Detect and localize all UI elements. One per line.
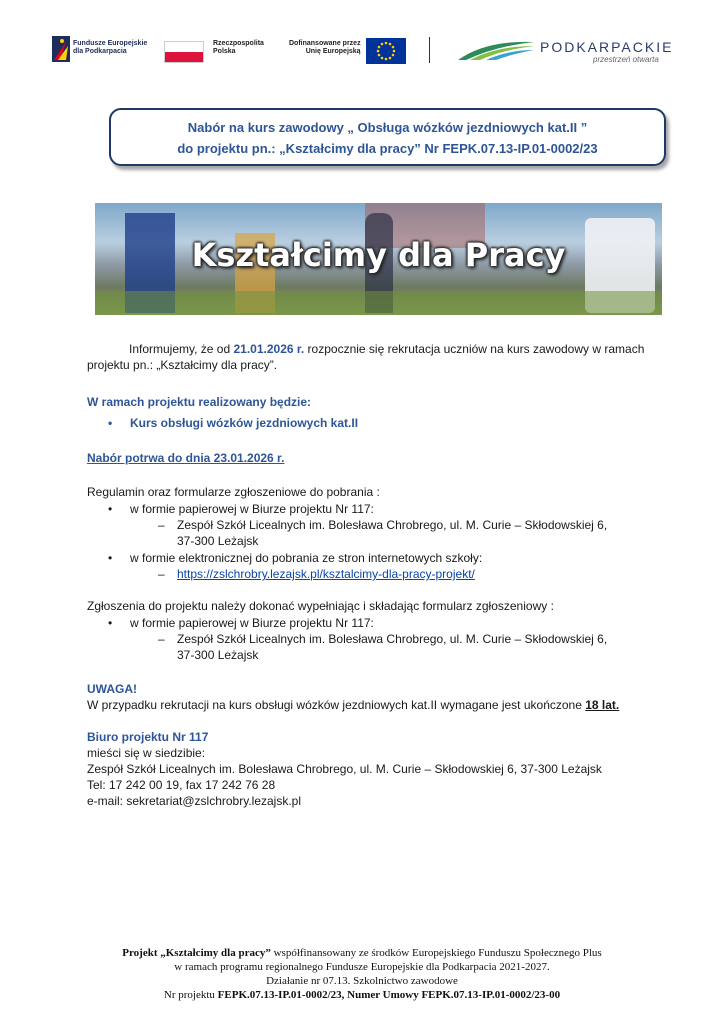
rp-logo-text: [213, 40, 264, 56]
footer-line2: w ramach programu regionalnego Fundusze Europejskie dla Podkarpacia 2021-2027.: [174, 961, 550, 973]
fe-logo-text: [73, 40, 147, 56]
rp-logo-line1: Rzeczpospolita: [213, 40, 264, 47]
office-line1: mieści się w siedzibie:: [87, 746, 206, 760]
fe-logo-line1: Fundusze Europejskie: [73, 40, 148, 47]
eu-logo-line2: Unię Europejską: [305, 48, 361, 55]
eu-logo-line1: Dofinansowane przez: [289, 40, 361, 47]
submission-addr1: – Zespół Szkół Licealnych im. Bolesława Chrobrego, ul. M. Curie – Skłodowskiej 6,: [177, 631, 607, 647]
intro-line2: projektu pn.: „Kształcimy dla pracy”.: [87, 358, 278, 372]
downloads-paper: • w formie papierowej w Biurze projektu Nr 117:: [130, 501, 374, 517]
warning-age: 18 lat.: [585, 698, 620, 712]
office-address: Zespół Szkół Licealnych im. Bolesława Chrobrego, ul. M. Curie – Skłodowskiej 6, 37-300 Leżajsk: [87, 762, 602, 776]
office-email: e-mail: sekretariat@zslchrobry.lezajsk.pl: [87, 794, 302, 808]
podkarpackie-swoosh-icon: [456, 36, 536, 62]
intro-pre: Informujemy, że od: [129, 342, 234, 356]
downloads-paper-addr1: – Zespół Szkół Licealnych im. Bolesława Chrobrego, ul. M. Curie – Skłodowskiej 6,: [177, 517, 607, 533]
fe-logo-line2: dla Podkarpacia: [73, 48, 127, 55]
logo-divider: [429, 37, 430, 63]
podkarpackie-logo-name: PODKARPACKIE: [540, 39, 674, 55]
footer-project-name: Projekt „Kształcimy dla pracy”: [122, 947, 271, 959]
submission-addr2: 37-300 Leżajsk: [177, 648, 259, 662]
deadline-text: Nabór potrwa do dnia 23.01.2026 r.: [87, 451, 285, 465]
warning-body: W przypadku rekrutacji na kurs obsługi wózków jezdniowych kat.II wymagane jest ukończone: [87, 698, 586, 712]
submission-intro: Zgłoszenia do projektu należy dokonać wypełniając i składając formularz zgłoszeniowy :: [87, 599, 554, 613]
office-heading: Biuro projektu Nr 117: [87, 730, 209, 744]
title-line1: Nabór na kurs zawodowy „ Obsługa wózków jezdniowych kat.II ”: [187, 120, 588, 135]
school-website-link[interactable]: https://zslchrobry.lezajsk.pl/ksztalcimy-dla-pracy-projekt/: [177, 567, 475, 581]
submission-paper: • w formie papierowej w Biurze projektu Nr 117:: [130, 615, 374, 631]
banner-image: [95, 203, 662, 315]
title-line2: do projektu pn.: „Kształcimy dla pracy” Nr FEPK.07.13-IP.01-0002/23: [177, 141, 598, 156]
rp-logo-line2: Polska: [213, 48, 236, 55]
downloads-intro: Regulamin oraz formularze zgłoszeniowe do pobrania :: [87, 485, 380, 499]
office-phone: Tel: 17 242 00 19, fax 17 242 76 28: [87, 778, 276, 792]
intro-date: 21.01.2026 r.: [233, 342, 305, 356]
intro-paragraph: [87, 341, 647, 373]
project-heading: W ramach projektu realizowany będzie:: [87, 395, 312, 409]
title-box: [109, 108, 666, 166]
podkarpackie-logo-tagline: przestrzeń otwarta: [593, 55, 659, 64]
footer-project-number: FEPK.07.13-IP.01-0002/23, Numer Umowy FEPK.07.13-IP.01-0002/23-00: [217, 989, 561, 1001]
polish-flag-icon: [164, 41, 204, 63]
footer: [90, 946, 634, 1002]
fundusze-europejskie-logo-icon: [52, 36, 70, 62]
banner-title: Kształcimy dla Pracy: [191, 236, 566, 274]
downloads-url-item: [177, 566, 475, 582]
intro-post: rozpocznie się rekrutacja uczniów na kurs zawodowy w ramach: [304, 342, 645, 356]
footer-line4-pre: Nr projektu: [163, 989, 218, 1001]
downloads-paper-addr2: 37-300 Leżajsk: [177, 534, 259, 548]
warning-heading: UWAGA!: [87, 682, 137, 696]
eu-flag-icon: [366, 38, 406, 64]
eu-logo-text: [289, 40, 361, 56]
project-item: • Kurs obsługi wózków jezdniowych kat.II: [130, 415, 358, 431]
footer-line1-rest: współfinansowany ze środków Europejskiego Funduszu Społecznego Plus: [270, 947, 602, 959]
warning-text: [87, 697, 619, 713]
footer-line3: Działanie nr 07.13. Szkolnictwo zawodowe: [266, 975, 458, 987]
downloads-electronic: • w formie elektronicznej do pobrania ze stron internetowych szkoły:: [130, 550, 482, 566]
